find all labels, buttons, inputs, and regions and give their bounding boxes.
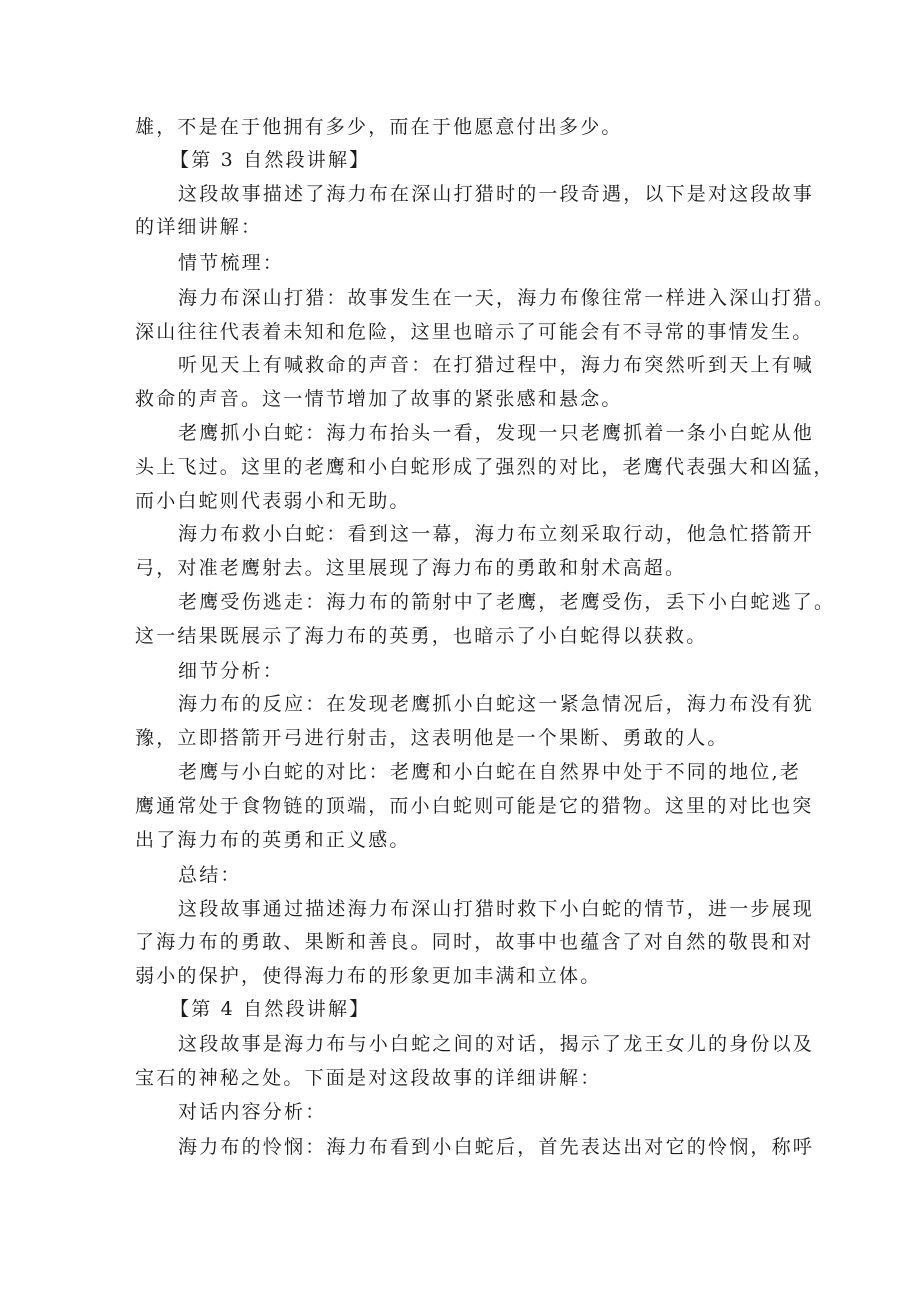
text-line: 这段故事通过描述海力布深山打猎时救下小白蛇的情节，进一步展现 (178, 898, 815, 920)
subheading: 对话内容分析： (178, 1101, 327, 1123)
text-line: 老鹰抓小白蛇：海力布抬头一看，发现一只老鹰抓着一条小白蛇从他 (178, 422, 815, 444)
text-line: 救命的声音。这一情节增加了故事的紧张感和悬念。 (135, 388, 623, 410)
text-line: 的详细讲解： (135, 216, 263, 238)
text-line: 雄，不是在于他拥有多少，而在于他愿意付出多少。 (135, 116, 623, 138)
text-line: 老鹰与小白蛇的对比：老鹰和小白蛇在自然界中处于不同的地位,老 (178, 761, 802, 783)
subheading: 情节梳理： (178, 252, 285, 274)
section-heading: 【第 4 自然段讲解】 (170, 998, 371, 1020)
text-line: 了海力布的勇敢、果断和善良。同时，故事中也蕴含了对自然的敬畏和对 (135, 931, 814, 953)
text-line: 头上飞过。这里的老鹰和小白蛇形成了强烈的对比，老鹰代表强大和凶猛， (135, 456, 835, 478)
text-line: 宝石的神秘之处。下面是对这段故事的详细讲解： (135, 1067, 602, 1089)
text-line: 出了海力布的英勇和正义感。 (135, 829, 411, 851)
text-line: 听见天上有喊救命的声音：在打猎过程中，海力布突然听到天上有喊 (178, 354, 815, 376)
text-line: 弱小的保护，使得海力布的形象更加丰满和立体。 (135, 965, 602, 987)
subheading: 细节分析： (178, 660, 285, 682)
text-line: 弓，对准老鹰射去。这里展现了海力布的勇敢和射术高超。 (135, 557, 687, 579)
text-line: 海力布深山打猎：故事发生在一天，海力布像往常一样进入深山打猎。 (178, 287, 836, 309)
text-line: 这段故事是海力布与小白蛇之间的对话，揭示了龙王女儿的身份以及 (178, 1033, 815, 1055)
text-line: 这一结果既展示了海力布的英勇，也暗示了小白蛇得以获救。 (135, 625, 708, 647)
text-line: 老鹰受伤逃走：海力布的箭射中了老鹰，老鹰受伤，丢下小白蛇逃了。 (178, 591, 836, 613)
text-line: 这段故事描述了海力布在深山打猎时的一段奇遇，以下是对这段故事 (178, 183, 815, 205)
section-heading: 【第 3 自然段讲解】 (170, 149, 371, 171)
text-line: 鹰通常处于食物链的顶端，而小白蛇则可能是它的猎物。这里的对比也突 (135, 795, 814, 817)
text-line: 而小白蛇则代表弱小和无助。 (135, 490, 411, 512)
text-line: 海力布救小白蛇：看到这一幕，海力布立刻采取行动，他急忙搭箭开 (178, 523, 815, 545)
text-line: 豫，立即搭箭开弓进行射击，这表明他是一个果断、勇敢的人。 (135, 727, 729, 749)
text-line: 深山往往代表着未知和危险，这里也暗示了可能会有不寻常的事情发生。 (135, 321, 814, 343)
text-line: 海力布的反应：在发现老鹰抓小白蛇这一紧急情况后，海力布没有犹 (178, 693, 815, 715)
text-line: 海力布的怜悯：海力布看到小白蛇后，首先表达出对它的怜悯，称呼 (178, 1136, 815, 1158)
subheading: 总结： (178, 864, 242, 886)
